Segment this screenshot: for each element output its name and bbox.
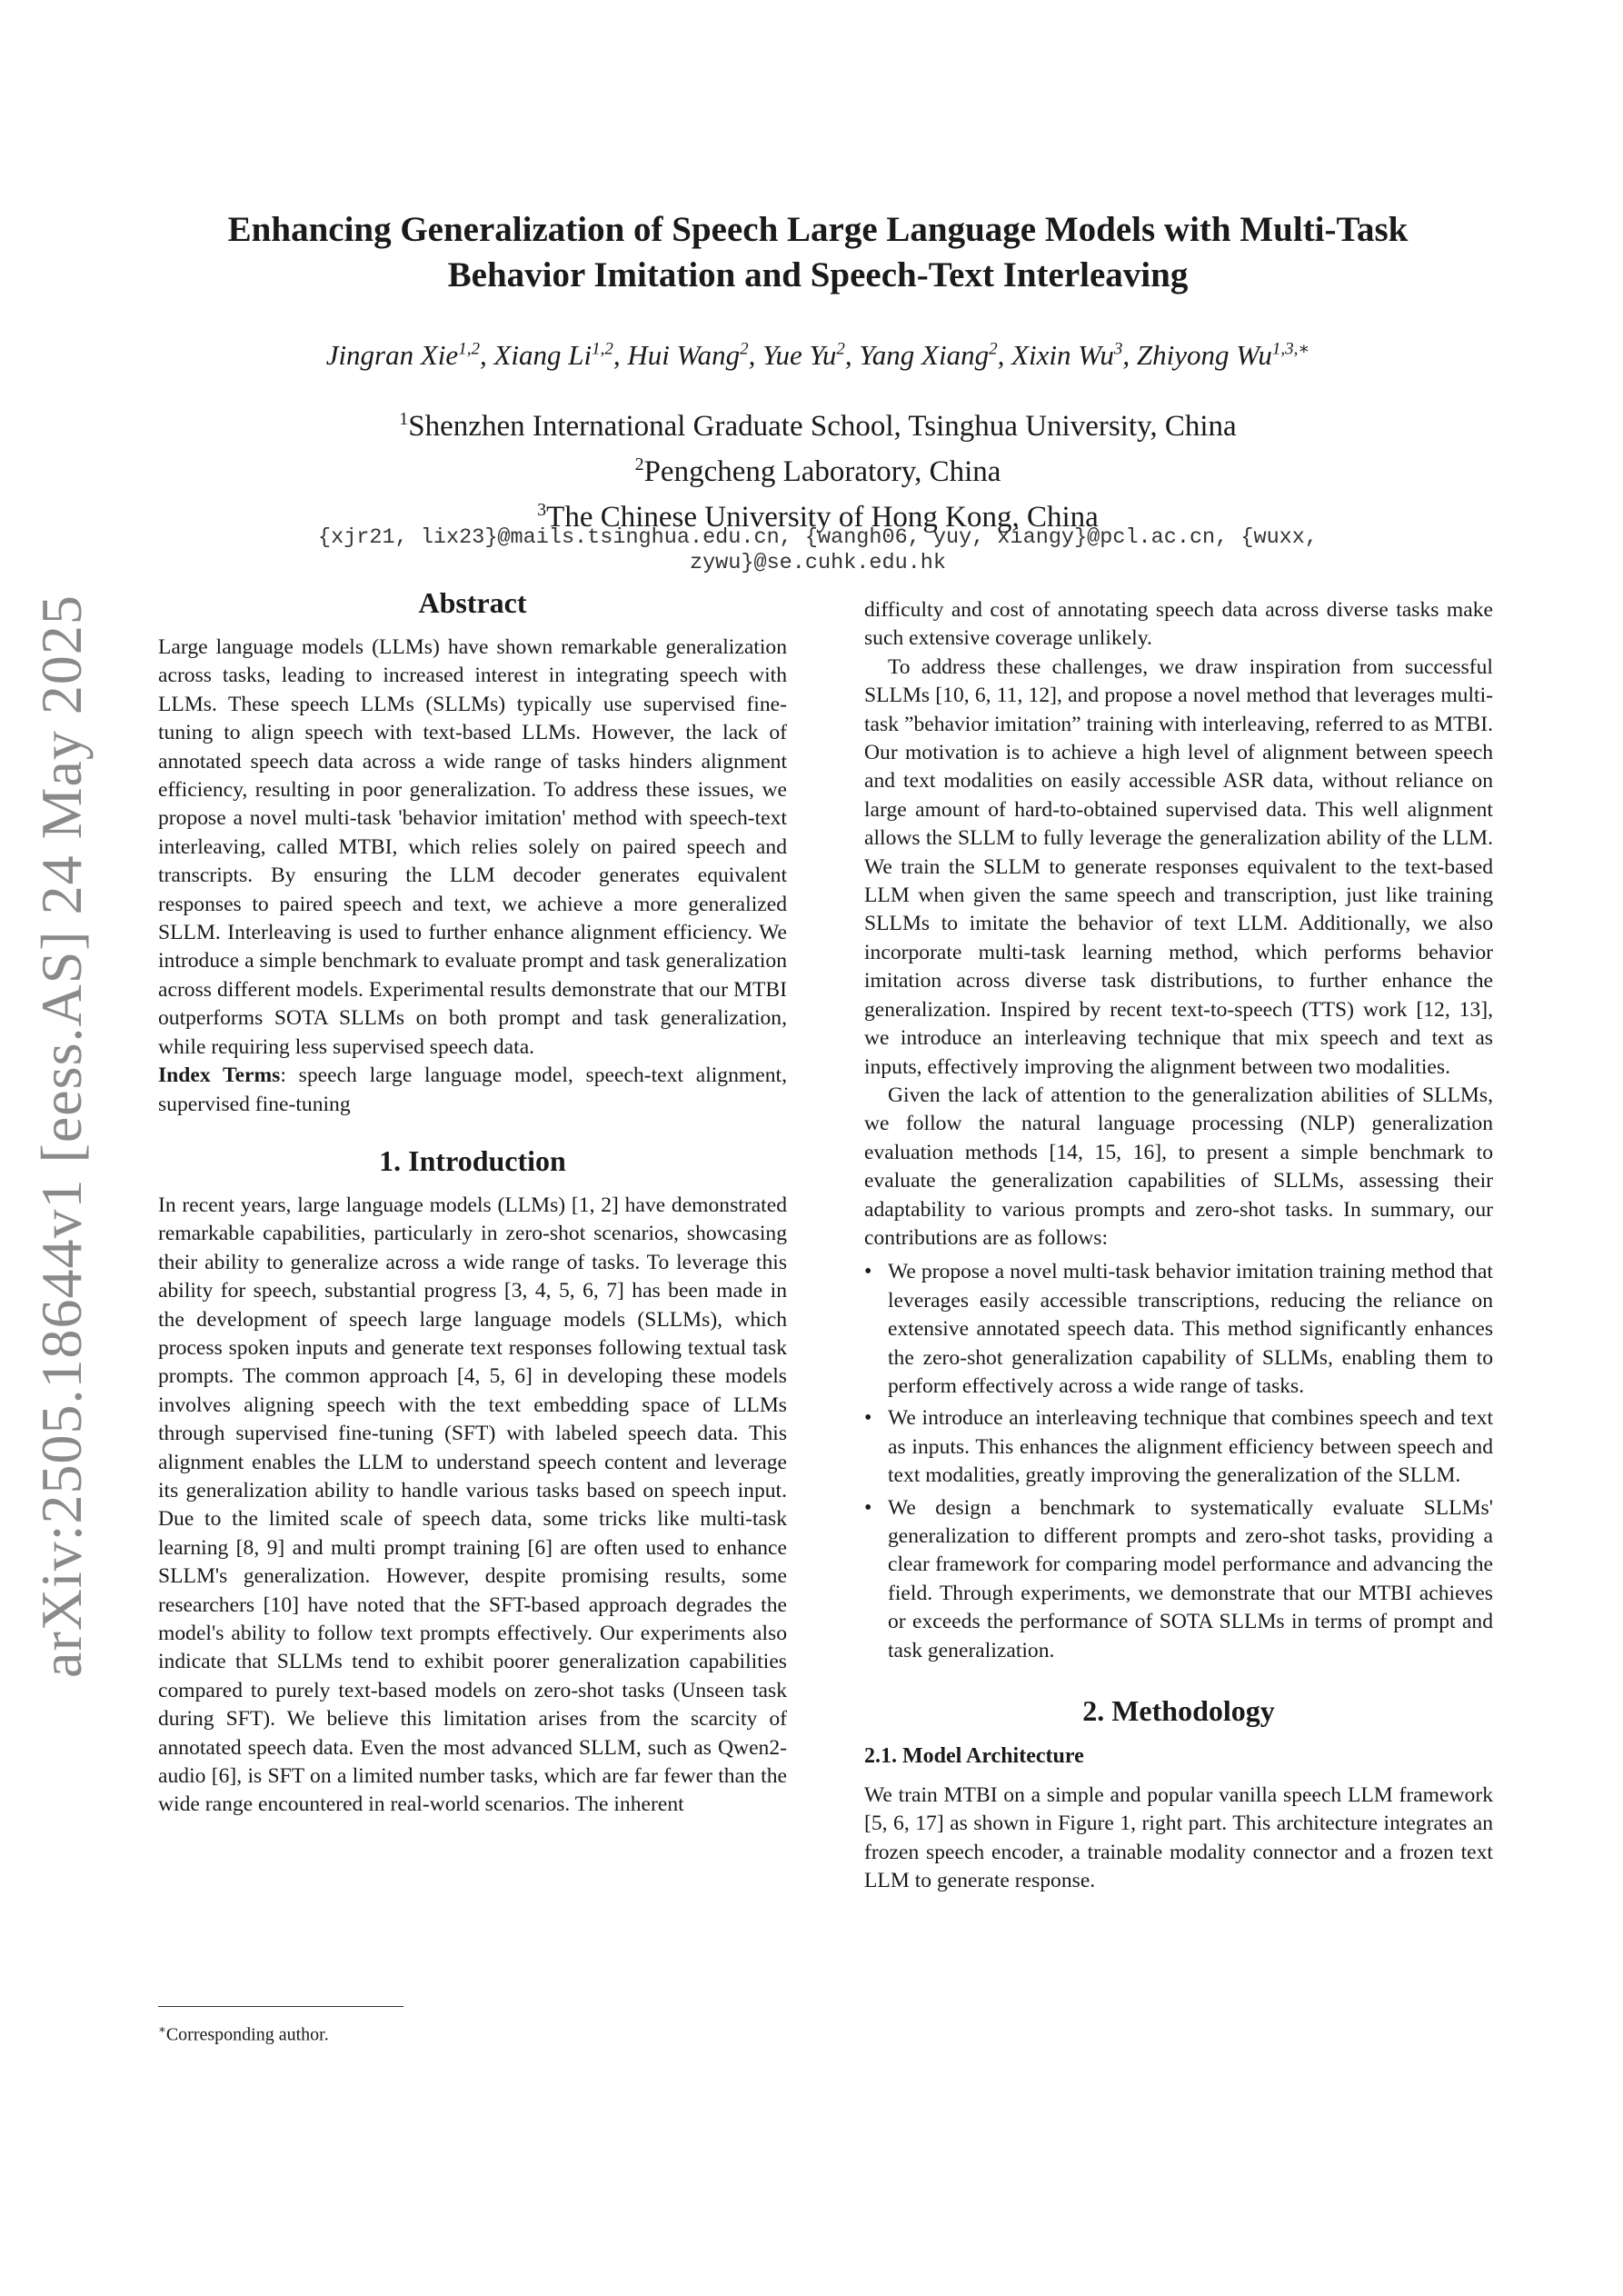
abstract-body: Large language models (LLMs) have shown remarkable generalization across tasks, leading to increased interest in integrating speech with LLMs. These speech LLMs (SLLMs) typically use supervised fine-tuning to align speech with text-based LLMs. However, the lack of annotated speech data across a wide range of tasks hinders alignment efficiency, resulting in poor generalization. To address these issues, we propose a novel multi-task 'behavior imitation' method with speech-text interleaving, called MTBI, which relies solely on paired speech and transcripts. By ensuring the LLM decoder generates equivalent responses to paired speech and text, we achieve a more generalized SLLM. Interleaving is used to further enhance alignment efficiency. We introduce a simple benchmark to evaluate prompt and task generalization across different models. Experimental results demonstrate that our MTBI outperforms SOTA SLLMs on both prompt and task generalization, while requiring less supervised speech data.: [158, 635, 787, 1059]
author-emails: {xjr21, lix23}@mails.tsinghua.edu.cn, {wangh06, yuy, xiangy}@pcl.ac.cn, {wuxx, zywu}@se.cuhk.edu.hk: [318, 525, 1318, 575]
author: Xiang Li$^{1,2}$,: [493, 339, 628, 372]
intro-paragraph: To address these challenges, we draw inspiration from successful SLLMs [10, 6, 11, 12], and propose a novel method that leverages multi-task ”behavior imitation” training with interleaving, referred to as MTBI. Our motivation is to achieve a high level of alignment between speech and text modalities on easily accessible ASR data, without reliance on large amount of hard-to-obtained supervised data. This well alignment allows the SLLM to fully leverage the generalization ability of the LLM. We train the SLLM to generate responses equivalent to the text-based LLM when given the same speech and transcription, just like training SLLMs to imitate the behavior of text LLM. Additionally, we also incorporate multi-task learning method, which performs behavior imitation across diverse task distributions, to further enhance the generalization. Inspired by recent text-to-speech (TTS) work [12, 13], we introduce an interleaving technique that mix speech and text as inputs, effectively improving the alignment between two modalities.: [864, 654, 1493, 1079]
affiliation: $^2$Pengcheng Laboratory, China: [634, 454, 1001, 488]
list-item: • We design a benchmark to systematically evaluate SLLMs' generalization to different prompts and zero-shot tasks, providing a clear framework for comparing model performance and advancing the field. Through experiments, we demonstrate that our MTBI achieves or exceeds the performance of SOTA SLLMs in terms of prompt and task generalization.: [864, 1495, 1493, 1662]
author: Zhiyong $Wu^{1,3,∗}$: [1136, 339, 1310, 372]
intro-body: In recent years, large language models (LLMs) [1, 2] have demonstrated remarkable capabilities, particularly in zero-shot scenarios, showcasing their ability to generalize across a wide range of tasks. To leverage this ability for speech, substantial progress [3, 4, 5, 6, 7] has been made in the development of speech large language models (SLLMs), which process spoken inputs and generate text responses following textual task prompts. The common approach [4, 5, 6] in developing these models involves aligning speech with the text embedding space of LLMs through supervised fine-tuning (SFT) with labeled speech data. This alignment enables the LLM to understand speech content and leverage its generalization ability to handle various tasks based on speech input. Due to the limited scale of speech data, some tricks like multi-task learning [8, 9] and multi prompt training [6] are often used to enhance SLLM's generalization. However, despite promising results, some researchers [10] have noted that the SFT-based approach degrades the model's ability to follow text prompts effectively. Our experiments also indicate that SLLMs tend to exhibit poorer generalization capabilities compared to purely text-based models on zero-shot tasks (Unseen task during SFT). We believe this limitation arises from the scarcity of annotated speech data. Even the most advanced SLLM, such as Qwen2-audio [6], is SFT on a limited number tasks, which are far fewer than the wide range encountered in real-world scenarios. The inherent: [158, 1193, 787, 1817]
title-line-1: Enhancing Generalization of Speech Large Language Models with Multi-Task: [227, 210, 1409, 249]
footnote-rule: [158, 2006, 403, 2007]
intro-continuation: difficulty and cost of annotating speech data across diverse tasks make such extensive coverage unlikely.: [864, 598, 1493, 651]
index-terms: Index Terms: speech large language model, speech-text alignment, supervised fine-tuning: [158, 1063, 787, 1116]
paper-title: [154, 207, 1481, 298]
intro-heading: 1. Introduction: [379, 1143, 566, 1177]
footnote: ∗Corresponding author.: [158, 2022, 329, 2045]
author: Hui Wang$^2$,: [627, 339, 763, 372]
affiliation: $^3$The Chinese University of Hong Kong, China: [537, 500, 1099, 534]
contributions-list: [864, 1258, 1493, 1665]
right-column: [864, 596, 1493, 1896]
author: Yang Xiang$^2$,: [859, 339, 1012, 372]
author-list: [154, 332, 1481, 374]
affiliations: [154, 400, 1481, 536]
author: Xixin Wu$^3$,: [1011, 339, 1137, 372]
title-line-2: Behavior Imitation and Speech-Text Interleaving: [447, 255, 1189, 294]
author: Jingran Xie$^{1,2}$,: [325, 339, 494, 372]
affiliation: $^1$Shenzhen International Graduate School, Tsinghua University, China: [399, 409, 1237, 443]
list-item: • We propose a novel multi-task behavior imitation training method that leverages easily accessible transcriptions, reducing the reliance on extensive annotated speech data. This method significantly enhances the zero-shot generalization capability of SLLMs, enabling them to perform effectively across a wide range of tasks.: [864, 1260, 1493, 1398]
methodology-heading: 2. Methodology: [1082, 1694, 1275, 1728]
model-architecture-heading: 2.1. Model Architecture: [864, 1744, 1084, 1769]
abstract-heading: Abstract: [418, 586, 527, 619]
methodology-body: We train MTBI on a simple and popular vanilla speech LLM framework [5, 6, 17] as shown in Figure 1, right part. This architecture integrates an frozen speech encoder, a trainable modality connector and a frozen text LLM to generate response.: [864, 1783, 1493, 1893]
left-column: [158, 584, 787, 1820]
list-item: • We introduce an interleaving technique that combines speech and text as inputs. This enhances the alignment efficiency between speech and text modalities, greatly improving the generalization of the SLLM.: [864, 1406, 1493, 1488]
author: Yue Yu$^2$,: [762, 339, 860, 372]
arxiv-side-stamp: arXiv:2505.18644v1 [eess.AS] 24 May 2025: [29, 594, 94, 1678]
intro-paragraph: Given the lack of attention to the generalization abilities of SLLMs, we follow the natural language processing (NLP) generalization evaluation methods [14, 15, 16], to present a simple benchmark to evaluate the generalization capabilities of SLLMs, assessing their adaptability to various prompts and zero-shot tasks. In summary, our contributions are as follows:: [864, 1083, 1493, 1250]
